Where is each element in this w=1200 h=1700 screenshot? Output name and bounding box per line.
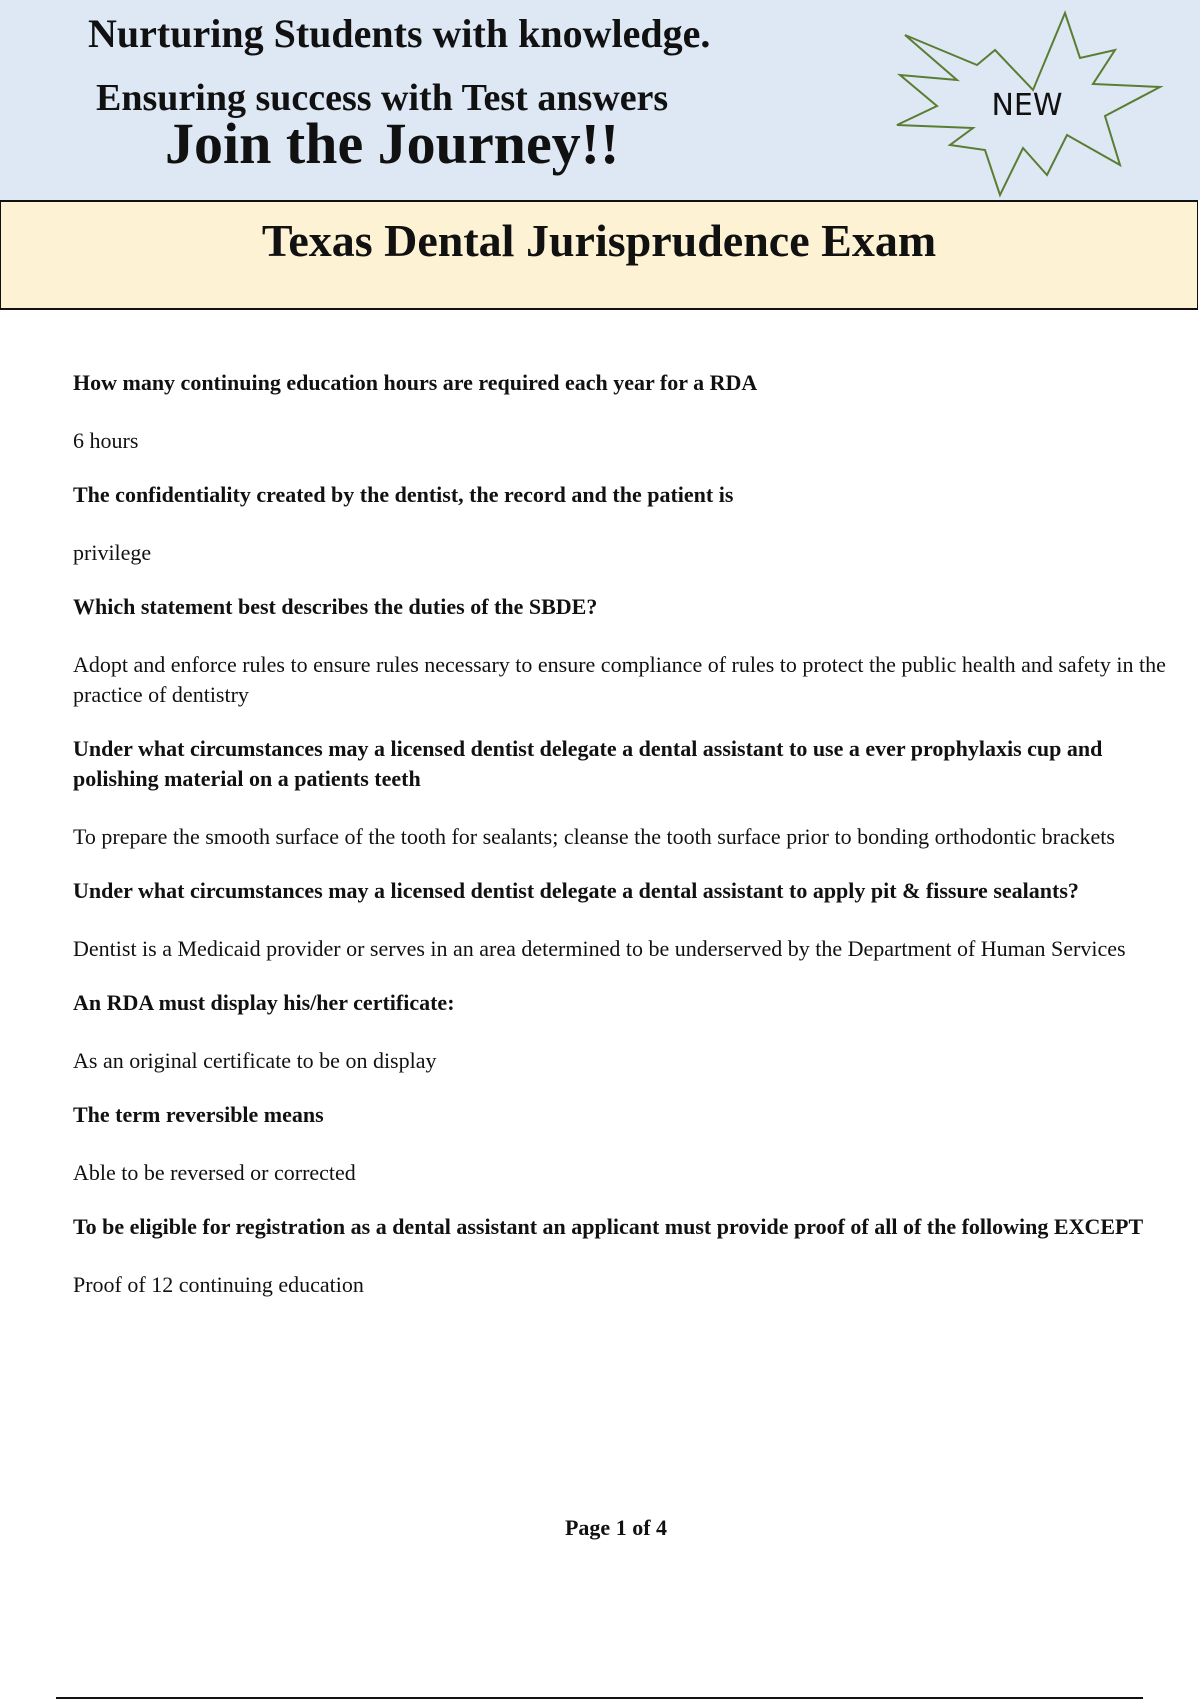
question: Which statement best describes the duties of the SBDE? (73, 594, 598, 619)
footer-divider (56, 1697, 1143, 1699)
qa-item (73, 734, 1168, 852)
question: How many continuing education hours are required each year for a RDA (73, 370, 758, 395)
answer: privilege (73, 540, 152, 565)
answer: Proof of 12 continuing education (73, 1272, 364, 1297)
tagline-journey: Join the Journey!! (165, 111, 620, 176)
question: To be eligible for registration as a dental assistant an applicant must provide proof of all of the following EXCEPT (73, 1214, 1144, 1239)
qa-item (73, 592, 1168, 710)
answer: To prepare the smooth surface of the tooth for sealants; cleanse the tooth surface prior to bonding orthodontic brackets (73, 824, 1115, 849)
qa-item (73, 368, 1168, 456)
question: An RDA must display his/her certificate: (73, 990, 455, 1015)
question: Under what circumstances may a licensed dentist delegate a dental assistant to apply pit & fissure sealants? (73, 878, 1079, 903)
new-starburst-icon (895, 10, 1170, 200)
header-banner (0, 0, 1200, 200)
tagline-success: Ensuring success with Test answers (96, 77, 669, 119)
tagline-knowledge: Nurturing Students with knowledge. (88, 11, 711, 56)
qa-item (73, 988, 1168, 1076)
qa-item (73, 480, 1168, 568)
answer: Adopt and enforce rules to ensure rules necessary to ensure compliance of rules to protect the public health and safety in the practice of dentistry (73, 652, 1166, 707)
answer: Dentist is a Medicaid provider or serves in an area determined to be underserved by the Department of Human Services (73, 936, 1126, 961)
answer: Able to be reversed or corrected (73, 1160, 356, 1185)
new-badge-label: NEW (991, 88, 1063, 123)
qa-item (73, 876, 1168, 964)
answer: As an original certificate to be on display (73, 1048, 437, 1073)
answer: 6 hours (73, 428, 139, 453)
qa-item (73, 1100, 1168, 1188)
qa-list (73, 368, 1168, 1324)
question: Under what circumstances may a licensed dentist delegate a dental assistant to use a ever prophylaxis cup and polishing material on a patients teeth (73, 736, 1103, 791)
title-box (0, 200, 1198, 310)
page-title: Texas Dental Jurisprudence Exam (261, 215, 937, 266)
question: The confidentiality created by the dentist, the record and the patient is (73, 482, 734, 507)
qa-item (73, 1212, 1168, 1300)
question: The term reversible means (73, 1102, 324, 1127)
page-number: Page 1 of 4 (564, 1515, 668, 1540)
